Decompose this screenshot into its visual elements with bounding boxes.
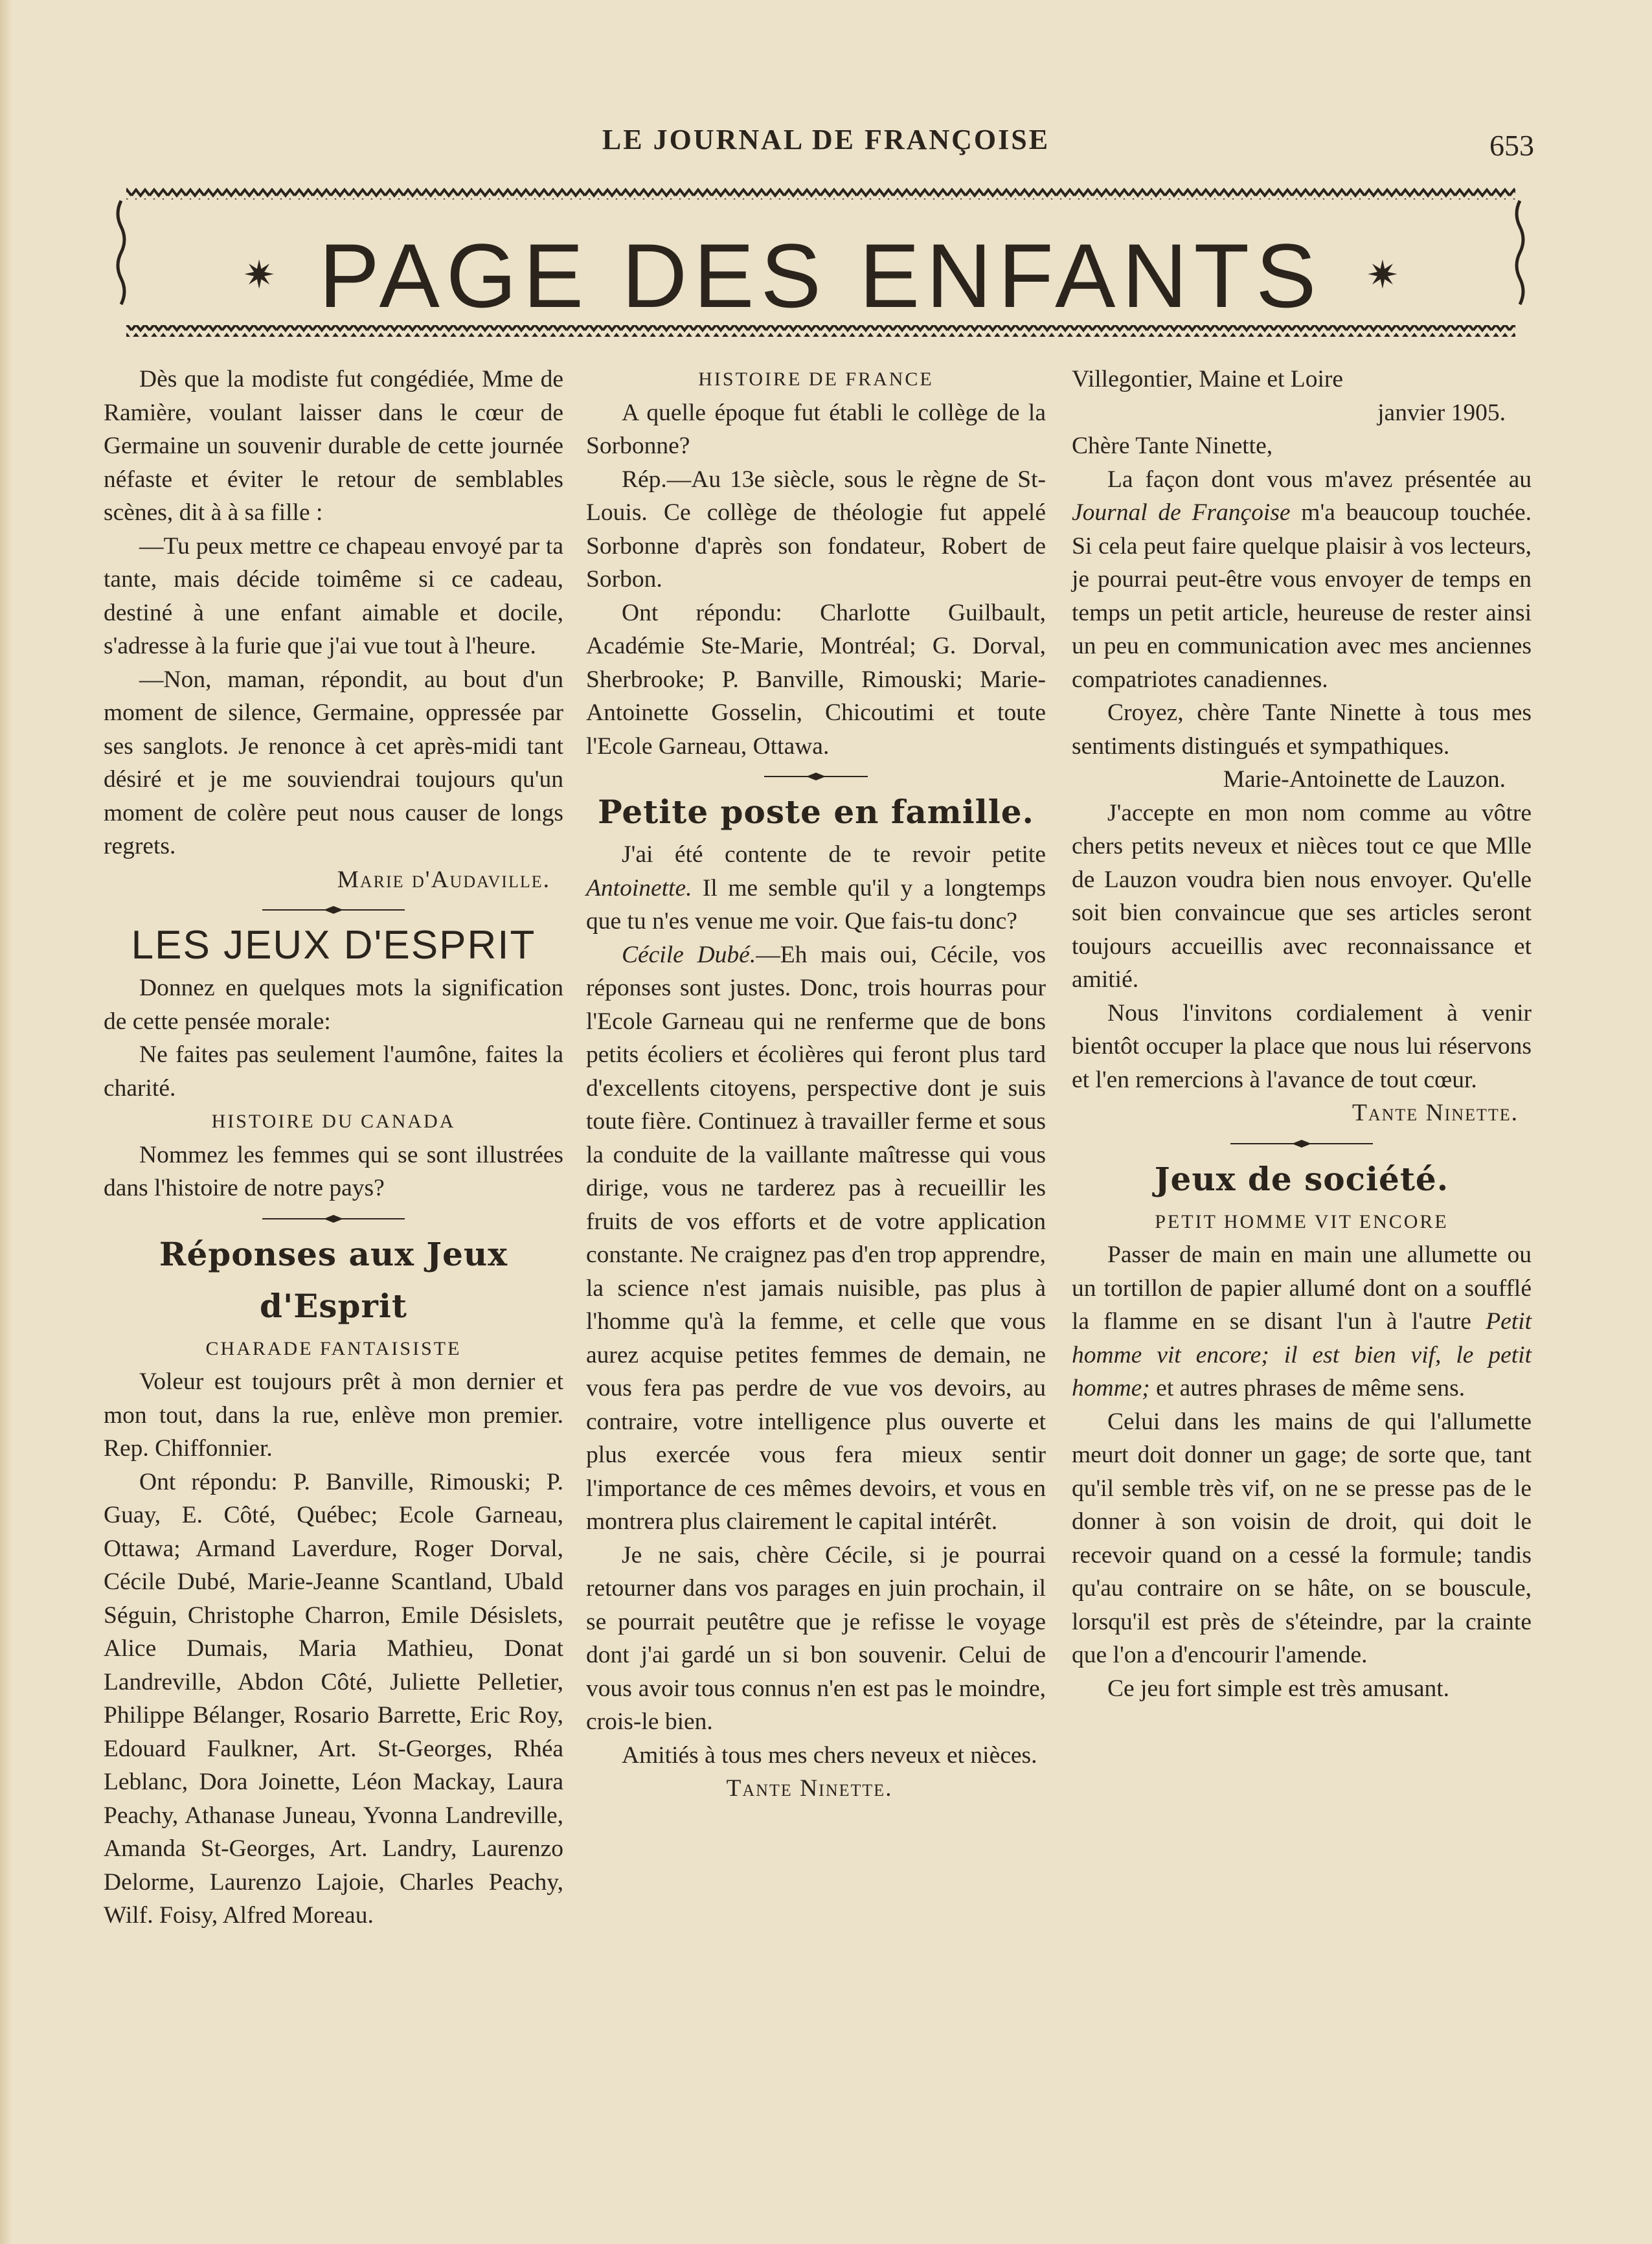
jeux-paragraph: Donnez en quelques mots la signification de cette pensée morale: bbox=[104, 975, 563, 1035]
section-banner bbox=[113, 188, 1528, 337]
column-1 bbox=[104, 363, 563, 1932]
letter-paragraph: La façon dont vous m'avez présentée au Journal de Françoise m'a beaucoup touchée. Si cela peut faire quelque plaisir à vos lecteurs, je pourrai peut-être vous envoyer de temps en temps un petit article, heureuse de rester ainsi un peu en communication avec mes anciennes compatriotes canadiennes. bbox=[1072, 466, 1532, 693]
letter-date: janvier 1905. bbox=[1377, 399, 1506, 426]
france-answer: Rép.—Au 13e siècle, sous le règne de St-Louis. Ce collège de théologie fut appelé Sorbonne d'après son fondateur, Robert de Sorbon. bbox=[586, 466, 1046, 593]
story-paragraph: —Tu peux mettre ce chapeau envoyé par ta tante, mais décide toimême si ce cadeau, destiné à une enfant aimable et docile, s'adresse à la furie que j'ai vue tout à l'heure. bbox=[104, 532, 563, 659]
canada-question: Nommez les femmes qui se sont illustrées dans l'histoire de notre pays? bbox=[104, 1141, 563, 1201]
histoire-canada-heading: HISTOIRE DU CANADA bbox=[211, 1111, 456, 1132]
jeux-esprit-heading: LES JEUX D'ESPRIT bbox=[131, 923, 536, 968]
poste-signature: Tante Ninette. bbox=[726, 1775, 893, 1802]
divider-ornament bbox=[764, 772, 868, 781]
jeux-paragraph: Ne faites pas seulement l'aumône, faites la charité. bbox=[104, 1041, 563, 1102]
letter-paragraph: Croyez, chère Tante Ninette à tous mes sentiments distingués et sympathiques. bbox=[1072, 699, 1532, 760]
game-paragraph: Passer de main en main une allumette ou un tortillon de papier allumé dont on a soufflé la flamme en se disant l'un à l'autre Petit homme vit encore; il est bien vif, le petit homme; et autres phrases de même sens. bbox=[1072, 1241, 1532, 1401]
divider-ornament bbox=[1230, 1139, 1373, 1148]
star-ornament-icon: ✷ bbox=[243, 253, 276, 298]
charade-heading: CHARADE FANTAISISTE bbox=[205, 1337, 462, 1359]
divider-ornament bbox=[262, 905, 405, 914]
page-number: 653 bbox=[1489, 129, 1534, 162]
running-title: LE JOURNAL DE FRANÇOISE bbox=[602, 124, 1050, 155]
poste-paragraph: Je ne sais, chère Cécile, si je pourrai retourner dans vos parages en juin prochain, il se pourrait peutêtre que je refisse le voyage dont j'ai gardé un si bon souvenir. Celui de vous avoir tous connus n'en est pas le moindre, crois-le bien. bbox=[586, 1541, 1046, 1735]
column-2 bbox=[586, 363, 1046, 1806]
page-edge bbox=[0, 0, 12, 2244]
section-title: PAGE DES ENFANTS bbox=[319, 225, 1323, 326]
story-paragraph: —Non, maman, répondit, au bout d'un moment de silence, Germaine, oppressée par ses sanglots. Je renonce à cet après-midi tant désiré et je me souviendrai toujours qu'un moment de colère peut nous causer de longs regrets. bbox=[104, 666, 563, 859]
letter-salutation: Chère Tante Ninette, bbox=[1072, 433, 1273, 459]
story-signature: Marie d'Audaville. bbox=[337, 866, 550, 893]
repondu-paragraph: Ont répondu: P. Banville, Rimouski; P. Guay, E. Côté, Québec; Ecole Garneau, Ottawa; Armand Laverdure, Roger Dorval, Cécile Dubé, Marie-Jeanne Scantland, Ubald Séguin, Christophe Charron, Emile Désislets, Alice Dumais, Maria Mathieu, Donat Landreville, Abdon Côté, Juliette Pelletier, Philippe Bélanger, Rosario Barrette, Eric Roy, Edouard Faulkner, Art. St-Georges, Rhéa Leblanc, Dora Joinette, Léon Mackay, Laura Peachy, Athanase Juneau, Yvonna Landreville, Amanda St-Georges, Art. Landry, Laurenzo Delorme, Laurenzo Lajoie, Charles Peachy, Wilf. Foisy, Alfred Moreau. bbox=[104, 1468, 563, 1929]
histoire-france-heading: HISTOIRE DE FRANCE bbox=[698, 368, 934, 390]
star-ornament-icon: ✷ bbox=[1366, 253, 1399, 298]
column-3 bbox=[1072, 363, 1532, 1705]
poste-paragraph: Cécile Dubé.—Eh mais oui, Cécile, vos réponses sont justes. Donc, trois hourras pour l'Ecole Garneau qui ne renferme que de bons petits écoliers et écolières qui feront plus tard d'excellents citoyens, perspective dont je suis toute fière. Continuez à travailler ferme et sous la conduite de la vaillante maîtresse qui vous dirige, vous ne tarderez pas à recueillir les fruits de vos efforts et de votre application constante. Ne craignez pas d'en trop apprendre, la science n'est jamais nuisible, pas plus à l'homme qu'à la femme, et celle que vous aurez acquise petites femmes de demain, ne vous fera pas perdre de vue vos devoirs, au contraire, votre intelligence plus ouverte et plus exercée vous fera mieux sentir l'importance de ces mêmes devoirs, et vous en montrera plus clairement le capital intérêt. bbox=[586, 941, 1046, 1535]
petit-homme-heading: PETIT HOMME VIT ENCORE bbox=[1155, 1210, 1449, 1232]
charade-paragraph: Voleur est toujours prêt à mon dernier et mon tout, dans la rue, enlève mon premier. Rep. Chiffonnier. bbox=[104, 1368, 563, 1462]
game-paragraph: Ce jeu fort simple est très amusant. bbox=[1107, 1675, 1450, 1702]
poste-paragraph: J'ai été contente de te revoir petite Antoinette. Il me semble qu'il y a longtemps que tu n'es venue me voir. Que fais-tu donc? bbox=[586, 841, 1046, 935]
story-paragraph: Dès que la modiste fut congédiée, Mme de Ramière, voulant laisser dans le cœur de Germaine un souvenir durable de cette journée néfaste et éviter le retour de semblables scènes, dit à à sa fille : bbox=[104, 366, 563, 526]
game-paragraph: Celui dans les mains de qui l'allumette meurt doit donner un gage; de sorte que, tant qu'il semble très vif, on ne se presse pas de le donner à son voisin de droit, qui doit le recevoir quand on a cessé la formule; tandis qu'au contraire on se hâte, on se bouscule, lorsqu'il est près de s'éteindre, par la crainte que l'on a d'encourir l'amende. bbox=[1072, 1408, 1532, 1668]
jeux-societe-heading: Jeux de société. bbox=[1154, 1159, 1449, 1198]
france-repondu: Ont répondu: Charlotte Guilbault, Académie Ste-Marie, Montréal; G. Dorval, Sherbrooke; P. Banville, Rimouski; Marie-Antoinette Gosselin, Chicoutimi et toute l'Ecole Garneau, Ottawa. bbox=[586, 599, 1046, 760]
divider-ornament bbox=[262, 1214, 405, 1223]
reply-signature: Tante Ninette. bbox=[1352, 1100, 1519, 1126]
france-question: A quelle époque fut établi le collège de la Sorbonne? bbox=[586, 399, 1046, 459]
reply-paragraph: Nous l'invitons cordialement à venir bientôt occuper la place que nous lui réservons et l'en remercions à l'avance de tout cœur. bbox=[1072, 999, 1532, 1093]
petite-poste-heading: Petite poste en famille. bbox=[598, 793, 1034, 831]
reply-paragraph: J'accepte en mon nom comme au vôtre chers petits neveux et nièces tout ce que Mlle de Lauzon voudra bien nous envoyer. Qu'elle soit bien convaincue que ses articles seront toujours accueillis avec reconnaissance et amitié. bbox=[1072, 799, 1532, 993]
reponses-heading: Réponses aux Jeux d'Esprit bbox=[159, 1234, 508, 1325]
letter-place: Villegontier, Maine et Loire bbox=[1072, 366, 1344, 392]
letter-signature: Marie-Antoinette de Lauzon. bbox=[1223, 766, 1506, 793]
poste-paragraph: Amitiés à tous mes chers neveux et nièces. bbox=[622, 1741, 1037, 1769]
